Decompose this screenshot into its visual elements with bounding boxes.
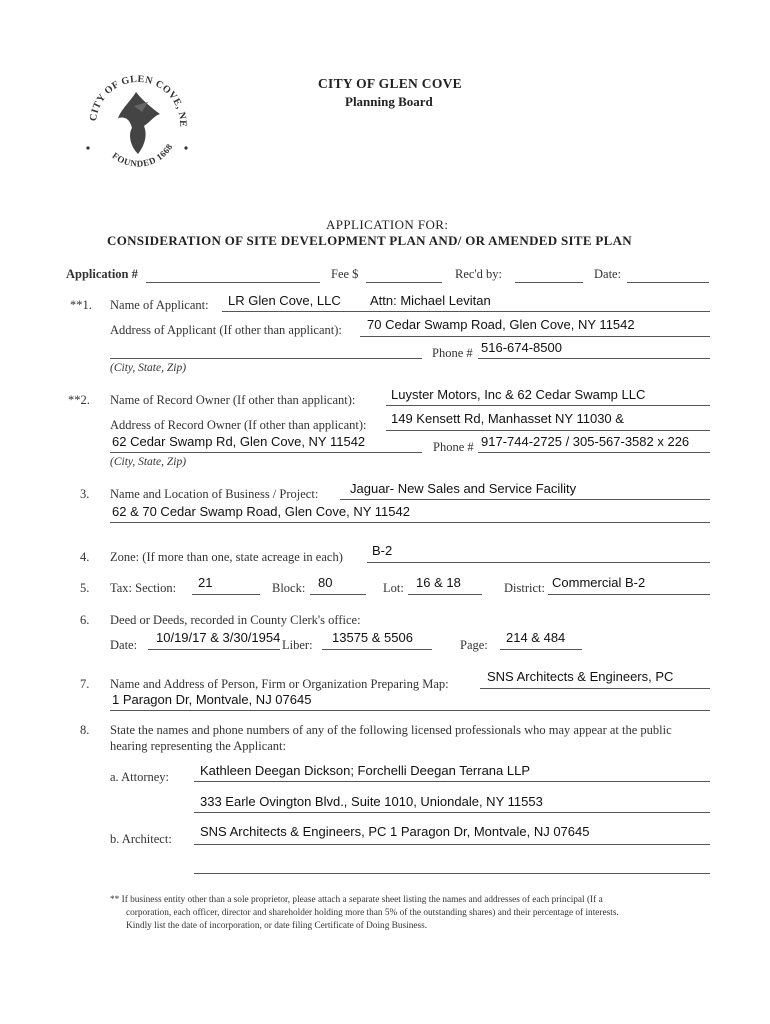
business-value: Jaguar- New Sales and Service Facility: [350, 481, 577, 496]
applicant-name-value: LR Glen Cove, LLC: [228, 293, 341, 308]
lot-label: Lot:: [383, 581, 404, 595]
deed-date-value: 10/19/17 & 3/30/1954: [156, 630, 281, 645]
attorney-label: a. Attorney:: [110, 770, 170, 784]
applicant-name-label: Name of Applicant:: [110, 298, 209, 312]
block-value: 80: [318, 575, 333, 590]
district-value: Commercial B-2: [552, 575, 646, 590]
map-preparer-label: Name and Address of Person, Firm or Organization Preparing Map:: [110, 677, 449, 691]
zone-field[interactable]: [367, 562, 710, 563]
item3-number: 3.: [80, 487, 90, 501]
page-value: 214 & 484: [506, 630, 566, 645]
deed-label: Deed or Deeds, recorded in County Clerk's office:: [110, 613, 361, 627]
block-label: Block:: [272, 581, 306, 595]
page-field[interactable]: [500, 649, 582, 650]
map-preparer-address-field[interactable]: [110, 710, 710, 711]
architect-label: b. Architect:: [110, 832, 172, 846]
owner-address-label: Address of Record Owner (If other than applicant):: [110, 418, 367, 432]
item8-number: 8.: [80, 723, 90, 737]
applicant-name-field[interactable]: [222, 311, 710, 312]
city-seal-icon: [78, 62, 194, 182]
applicant-address-label: Address of Applicant (If other than applicant):: [110, 323, 342, 337]
page-label: Page:: [460, 638, 488, 652]
district-label: District:: [504, 581, 545, 595]
tax-section-field[interactable]: [192, 594, 260, 595]
item6-number: 6.: [80, 613, 90, 627]
business-field[interactable]: [340, 499, 710, 500]
business-location-value: 62 & 70 Cedar Swamp Road, Glen Cove, NY 11542: [112, 504, 410, 519]
liber-label: Liber:: [282, 638, 313, 652]
lot-field[interactable]: [408, 594, 482, 595]
architect-value: SNS Architects & Engineers, PC 1 Paragon Dr, Montvale, NJ 07645: [200, 824, 590, 839]
attorney-address-field[interactable]: [194, 812, 710, 813]
item1-number: **1.: [70, 298, 92, 312]
lot-value: 16 & 18: [416, 575, 461, 590]
item4-number: 4.: [80, 550, 90, 564]
footnote-line1: ** If business entity other than a sole proprietor, please attach a separate sheet listing the names and addresses of each principal (If a: [110, 895, 603, 905]
fee-label: Fee $: [331, 267, 359, 281]
applicant-city-field[interactable]: [110, 358, 422, 359]
liber-value: 13575 & 5506: [332, 630, 413, 645]
city-seal: [78, 62, 194, 182]
owner-csz-label: (City, State, Zip): [110, 456, 187, 468]
business-label: Name and Location of Business / Project:: [110, 487, 319, 501]
deed-date-label: Date:: [110, 638, 138, 652]
zone-label: Zone: (If more than one, state acreage in each): [110, 550, 343, 564]
owner-city-field[interactable]: [110, 452, 422, 453]
svg-text:CITY OF GLEN COVE, NEW YORK: CITY OF GLEN COVE, NE: [87, 73, 189, 128]
svg-text:FOUNDED 1668: FOUNDED 1668: [110, 141, 175, 169]
applicant-phone-value: 516-674-8500: [481, 340, 562, 355]
recd-by-label: Rec'd by:: [455, 267, 503, 281]
title-line2: CONSIDERATION OF SITE DEVELOPMENT PLAN AND/ OR AMENDED SITE PLAN: [107, 233, 632, 248]
attorney-value: Kathleen Deegan Dickson; Forchelli Deegan Terrana LLP: [200, 763, 531, 778]
fee-field[interactable]: [366, 282, 442, 283]
applicant-phone-field[interactable]: [478, 358, 710, 359]
professionals-text-line1: State the names and phone numbers of any of the following licensed professionals who may appear at the public: [110, 723, 672, 737]
applicant-attn-value: Attn: Michael Levitan: [370, 293, 491, 308]
date-label: Date:: [594, 267, 622, 281]
application-number-label: Application #: [66, 267, 138, 281]
block-field[interactable]: [310, 594, 366, 595]
owner-name-field[interactable]: [386, 405, 710, 406]
city-name: CITY OF GLEN COVE: [318, 76, 462, 91]
applicant-address-field[interactable]: [360, 336, 710, 337]
footnote-line2: corporation, each officer, director and shareholder holding more than 5% of the outstanding shares) and their percentage of interests.: [126, 908, 619, 918]
owner-phone-field[interactable]: [478, 452, 710, 453]
owner-name-value: Luyster Motors, Inc & 62 Cedar Swamp LLC: [391, 387, 646, 402]
owner-name-label: Name of Record Owner (If other than applicant):: [110, 393, 356, 407]
title-line1: APPLICATION FOR:: [326, 217, 449, 232]
application-number-field[interactable]: [146, 282, 320, 283]
attorney-address-value: 333 Earle Ovington Blvd., Suite 1010, Uniondale, NY 11553: [200, 794, 543, 809]
attorney-field[interactable]: [194, 781, 710, 782]
map-preparer-field[interactable]: [480, 688, 710, 689]
map-preparer-value: SNS Architects & Engineers, PC: [487, 669, 674, 684]
tax-section-label: Tax: Section:: [110, 581, 177, 595]
date-field[interactable]: [627, 282, 709, 283]
liber-field[interactable]: [322, 649, 432, 650]
owner-phone-label: Phone #: [433, 440, 474, 454]
architect-field[interactable]: [194, 844, 710, 845]
applicant-csz-label: (City, State, Zip): [110, 362, 187, 374]
map-preparer-address-value: 1 Paragon Dr, Montvale, NJ 07645: [112, 692, 312, 707]
footnote-line3: Kindly list the date of incorporation, or date filing Certificate of Doing Business.: [126, 921, 428, 931]
deed-date-field[interactable]: [148, 649, 280, 650]
applicant-address-value: 70 Cedar Swamp Road, Glen Cove, NY 11542: [367, 317, 635, 332]
architect-extra-field[interactable]: [194, 873, 710, 874]
item7-number: 7.: [80, 677, 90, 691]
professionals-text-line2: hearing representing the Applicant:: [110, 739, 286, 753]
owner-phone-value: 917-744-2725 / 305-567-3582 x 226: [481, 434, 690, 449]
recd-by-field[interactable]: [515, 282, 583, 283]
district-field[interactable]: [548, 594, 710, 595]
applicant-phone-label: Phone #: [432, 346, 473, 360]
business-location-field[interactable]: [110, 522, 710, 523]
owner-address-field[interactable]: [386, 430, 710, 431]
owner-address-value2: 62 Cedar Swamp Rd, Glen Cove, NY 11542: [112, 434, 366, 449]
item5-number: 5.: [80, 581, 90, 595]
board-name: Planning Board: [345, 94, 433, 109]
tax-section-value: 21: [198, 575, 213, 590]
zone-value: B-2: [372, 543, 393, 558]
owner-address-value: 149 Kensett Rd, Manhasset NY 11030 &: [391, 411, 624, 426]
item2-number: **2.: [68, 393, 90, 407]
